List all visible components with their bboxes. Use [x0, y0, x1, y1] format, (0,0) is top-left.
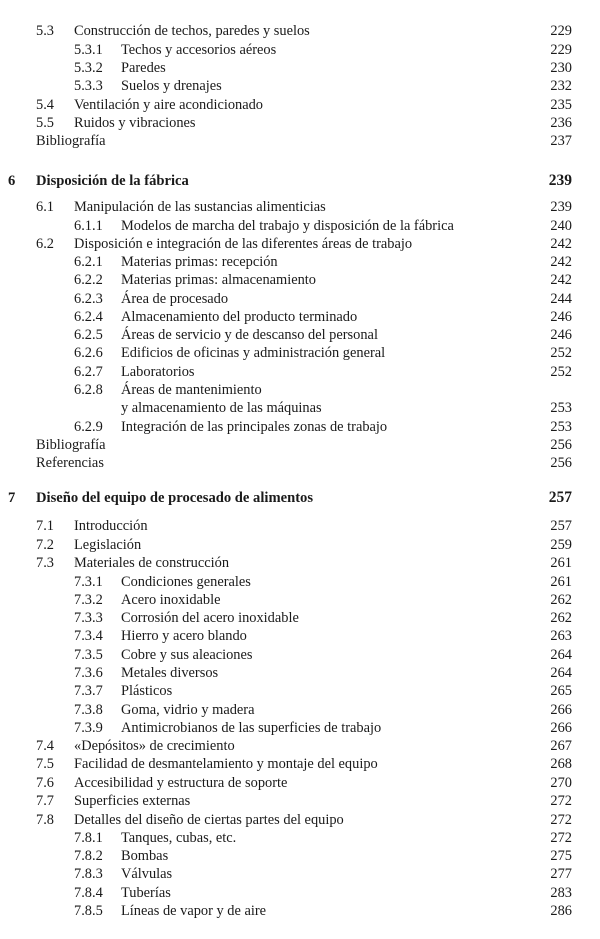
toc-entry	[0, 363, 600, 381]
entry-title: Referencias	[36, 455, 104, 471]
chapter-entry	[0, 172, 600, 190]
toc-entry	[0, 96, 600, 114]
entry-page-number: 261	[550, 574, 572, 590]
entry-title: Acero inoxidable	[121, 592, 221, 608]
entry-title: Tuberías	[121, 885, 171, 901]
entry-number: 7.8.1	[74, 830, 103, 846]
entry-page-number: 253	[550, 419, 572, 435]
entry-number: 7.8.2	[74, 848, 103, 864]
entry-number: 7.3.6	[74, 665, 103, 681]
toc-entry	[0, 198, 600, 216]
entry-title: «Depósitos» de crecimiento	[74, 738, 235, 754]
entry-title: Ruidos y vibraciones	[74, 115, 196, 131]
toc-entry	[0, 235, 600, 253]
entry-page-number: 266	[550, 702, 572, 718]
entry-page-number: 242	[550, 254, 572, 270]
entry-number: 6.2.2	[74, 272, 103, 288]
entry-page-number: 257	[548, 489, 572, 506]
entry-number: 6	[8, 173, 16, 189]
entry-page-number: 275	[550, 848, 572, 864]
entry-page-number: 272	[550, 793, 572, 809]
entry-number: 7.3.5	[74, 647, 103, 663]
entry-number: 7.2	[36, 537, 54, 553]
entry-number: 7.1	[36, 518, 54, 534]
entry-title: Plásticos	[121, 683, 173, 699]
entry-title: Materias primas: recepción	[121, 254, 278, 270]
entry-title: Edificios de oficinas y administración general	[121, 345, 386, 361]
entry-page-number: 266	[550, 720, 572, 736]
entry-page-number: 232	[550, 78, 572, 94]
entry-page-number: 253	[550, 400, 572, 416]
toc-entry	[0, 755, 600, 773]
entry-title: Facilidad de desmantelamiento y montaje del equipo	[74, 756, 378, 772]
entry-title: Disposición e integración de las diferentes áreas de trabajo	[74, 236, 413, 252]
entry-title: Disposición de la fábrica	[36, 173, 189, 189]
toc-entry	[0, 436, 600, 454]
entry-title: Hierro y acero blando	[121, 628, 247, 644]
entry-page-number: 229	[550, 23, 572, 39]
entry-number: 7.8	[36, 812, 54, 828]
toc-entry	[0, 399, 600, 417]
entry-page-number: 267	[550, 738, 572, 754]
toc-entry	[0, 719, 600, 737]
entry-page-number: 240	[550, 218, 572, 234]
toc-entry	[0, 811, 600, 829]
entry-number: 7.8.5	[74, 903, 103, 919]
entry-number: 5.3.3	[74, 78, 103, 94]
toc-entry	[0, 609, 600, 627]
entry-page-number: 246	[550, 327, 572, 343]
entry-title: y almacenamiento de las máquinas	[121, 400, 322, 416]
entry-number: 5.3.1	[74, 42, 103, 58]
entry-number: 7.3.7	[74, 683, 103, 699]
entry-number: 5.4	[36, 97, 54, 113]
entry-page-number: 272	[550, 812, 572, 828]
toc-entry	[0, 737, 600, 755]
entry-number: 6.2.4	[74, 309, 103, 325]
entry-title: Bombas	[121, 848, 169, 864]
toc-entry	[0, 271, 600, 289]
entry-page-number: 256	[550, 437, 572, 453]
entry-title: Válvulas	[121, 866, 173, 882]
entry-title: Suelos y drenajes	[121, 78, 222, 94]
entry-page-number: 257	[550, 518, 572, 534]
toc-entry	[0, 59, 600, 77]
entry-title: Goma, vidrio y madera	[121, 702, 255, 718]
entry-number: 7.4	[36, 738, 54, 754]
entry-title: Ventilación y aire acondicionado	[74, 97, 264, 113]
entry-page-number: 237	[550, 133, 572, 149]
entry-page-number: 261	[550, 555, 572, 571]
entry-number: 7.3.8	[74, 702, 103, 718]
entry-page-number: 252	[550, 364, 572, 380]
entry-title: Área de procesado	[121, 291, 229, 307]
toc-entry	[0, 902, 600, 920]
entry-title: Introducción	[74, 518, 148, 534]
entry-number: 7.3.4	[74, 628, 103, 644]
entry-page-number: 270	[550, 775, 572, 791]
entry-number: 6.1.1	[74, 218, 103, 234]
entry-page-number: 239	[548, 172, 572, 189]
toc-entry	[0, 418, 600, 436]
entry-page-number: 256	[550, 455, 572, 471]
entry-title: Detalles del diseño de ciertas partes del equipo	[74, 812, 344, 828]
entry-title: Áreas de servicio y de descanso del personal	[121, 327, 378, 343]
entry-number: 5.3	[36, 23, 54, 39]
entry-page-number: 262	[550, 592, 572, 608]
entry-page-number: 277	[550, 866, 572, 882]
entry-title: Legislación	[74, 537, 142, 553]
entry-page-number: 268	[550, 756, 572, 772]
entry-title: Almacenamiento del producto terminado	[121, 309, 358, 325]
toc-entry	[0, 290, 600, 308]
entry-number: 7.7	[36, 793, 54, 809]
entry-number: 6.2.6	[74, 345, 103, 361]
entry-page-number: 236	[550, 115, 572, 131]
entry-page-number: 265	[550, 683, 572, 699]
entry-number: 7	[8, 490, 16, 506]
entry-number: 6.2	[36, 236, 54, 252]
entry-title: Materiales de construcción	[74, 555, 230, 571]
entry-number: 6.2.5	[74, 327, 103, 343]
entry-title: Manipulación de las sustancias alimenticias	[74, 199, 326, 215]
toc-entry	[0, 865, 600, 883]
chapter-entry	[0, 489, 600, 507]
entry-number: 7.8.3	[74, 866, 103, 882]
entry-title: Metales diversos	[121, 665, 219, 681]
toc-entry	[0, 22, 600, 40]
entry-page-number: 272	[550, 830, 572, 846]
entry-page-number: 264	[550, 647, 572, 663]
entry-title: Modelos de marcha del trabajo y disposición de la fábrica	[121, 218, 454, 234]
toc-entry	[0, 847, 600, 865]
entry-number: 7.3.9	[74, 720, 103, 736]
entry-title: Bibliografía	[36, 133, 106, 149]
entry-page-number: 264	[550, 665, 572, 681]
entry-page-number: 286	[550, 903, 572, 919]
entry-page-number: 259	[550, 537, 572, 553]
toc-entry	[0, 646, 600, 664]
toc-entry	[0, 829, 600, 847]
toc-entry	[0, 381, 600, 399]
entry-number: 5.5	[36, 115, 54, 131]
entry-number: 6.2.7	[74, 364, 103, 380]
entry-number: 6.2.9	[74, 419, 103, 435]
toc-entry	[0, 308, 600, 326]
entry-title: Superficies externas	[74, 793, 191, 809]
entry-page-number: 242	[550, 272, 572, 288]
toc-entry	[0, 664, 600, 682]
entry-page-number: 262	[550, 610, 572, 626]
entry-number: 6.1	[36, 199, 54, 215]
entry-title: Laboratorios	[121, 364, 195, 380]
entry-title: Líneas de vapor y de aire	[121, 903, 267, 919]
entry-number: 7.6	[36, 775, 54, 791]
toc-entry	[0, 627, 600, 645]
entry-number: 7.3	[36, 555, 54, 571]
entry-title: Corrosión del acero inoxidable	[121, 610, 299, 626]
toc-entry	[0, 517, 600, 535]
entry-title: Diseño del equipo de procesado de alimentos	[36, 490, 314, 506]
toc-entry	[0, 682, 600, 700]
toc-entry	[0, 114, 600, 132]
entry-number: 7.3.1	[74, 574, 103, 590]
entry-page-number: 242	[550, 236, 572, 252]
toc-entry	[0, 77, 600, 95]
entry-title: Integración de las principales zonas de trabajo	[121, 419, 388, 435]
entry-title: Construcción de techos, paredes y suelos	[74, 23, 310, 39]
entry-page-number: 252	[550, 345, 572, 361]
entry-number: 7.3.3	[74, 610, 103, 626]
toc-entry	[0, 536, 600, 554]
toc-entry	[0, 41, 600, 59]
entry-page-number: 229	[550, 42, 572, 58]
toc-entry	[0, 573, 600, 591]
entry-page-number: 263	[550, 628, 572, 644]
entry-number: 7.5	[36, 756, 54, 772]
entry-number: 7.3.2	[74, 592, 103, 608]
entry-page-number: 244	[550, 291, 572, 307]
toc-entry	[0, 454, 600, 472]
toc-entry	[0, 792, 600, 810]
toc-entry	[0, 344, 600, 362]
toc-entry	[0, 253, 600, 271]
toc-entry	[0, 701, 600, 719]
entry-title: Paredes	[121, 60, 166, 76]
toc-entry	[0, 132, 600, 150]
entry-title: Antimicrobianos de las superficies de trabajo	[121, 720, 382, 736]
entry-page-number: 283	[550, 885, 572, 901]
entry-title: Techos y accesorios aéreos	[121, 42, 277, 58]
entry-title: Accesibilidad y estructura de soporte	[74, 775, 288, 791]
entry-title: Materias primas: almacenamiento	[121, 272, 316, 288]
toc-entry	[0, 884, 600, 902]
toc-entry	[0, 554, 600, 572]
toc-entry	[0, 774, 600, 792]
entry-page-number: 230	[550, 60, 572, 76]
toc-entry	[0, 217, 600, 235]
entry-number: 6.2.3	[74, 291, 103, 307]
entry-page-number: 235	[550, 97, 572, 113]
entry-number: 7.8.4	[74, 885, 103, 901]
entry-title: Tanques, cubas, etc.	[121, 830, 237, 846]
entry-page-number: 246	[550, 309, 572, 325]
entry-title: Cobre y sus aleaciones	[121, 647, 253, 663]
toc-entry	[0, 591, 600, 609]
entry-title: Condiciones generales	[121, 574, 251, 590]
toc-entry	[0, 326, 600, 344]
entry-page-number: 239	[550, 199, 572, 215]
entry-title: Áreas de mantenimiento	[121, 382, 262, 398]
entry-number: 6.2.1	[74, 254, 103, 270]
entry-number: 5.3.2	[74, 60, 103, 76]
entry-title: Bibliografía	[36, 437, 106, 453]
entry-number: 6.2.8	[74, 382, 103, 398]
